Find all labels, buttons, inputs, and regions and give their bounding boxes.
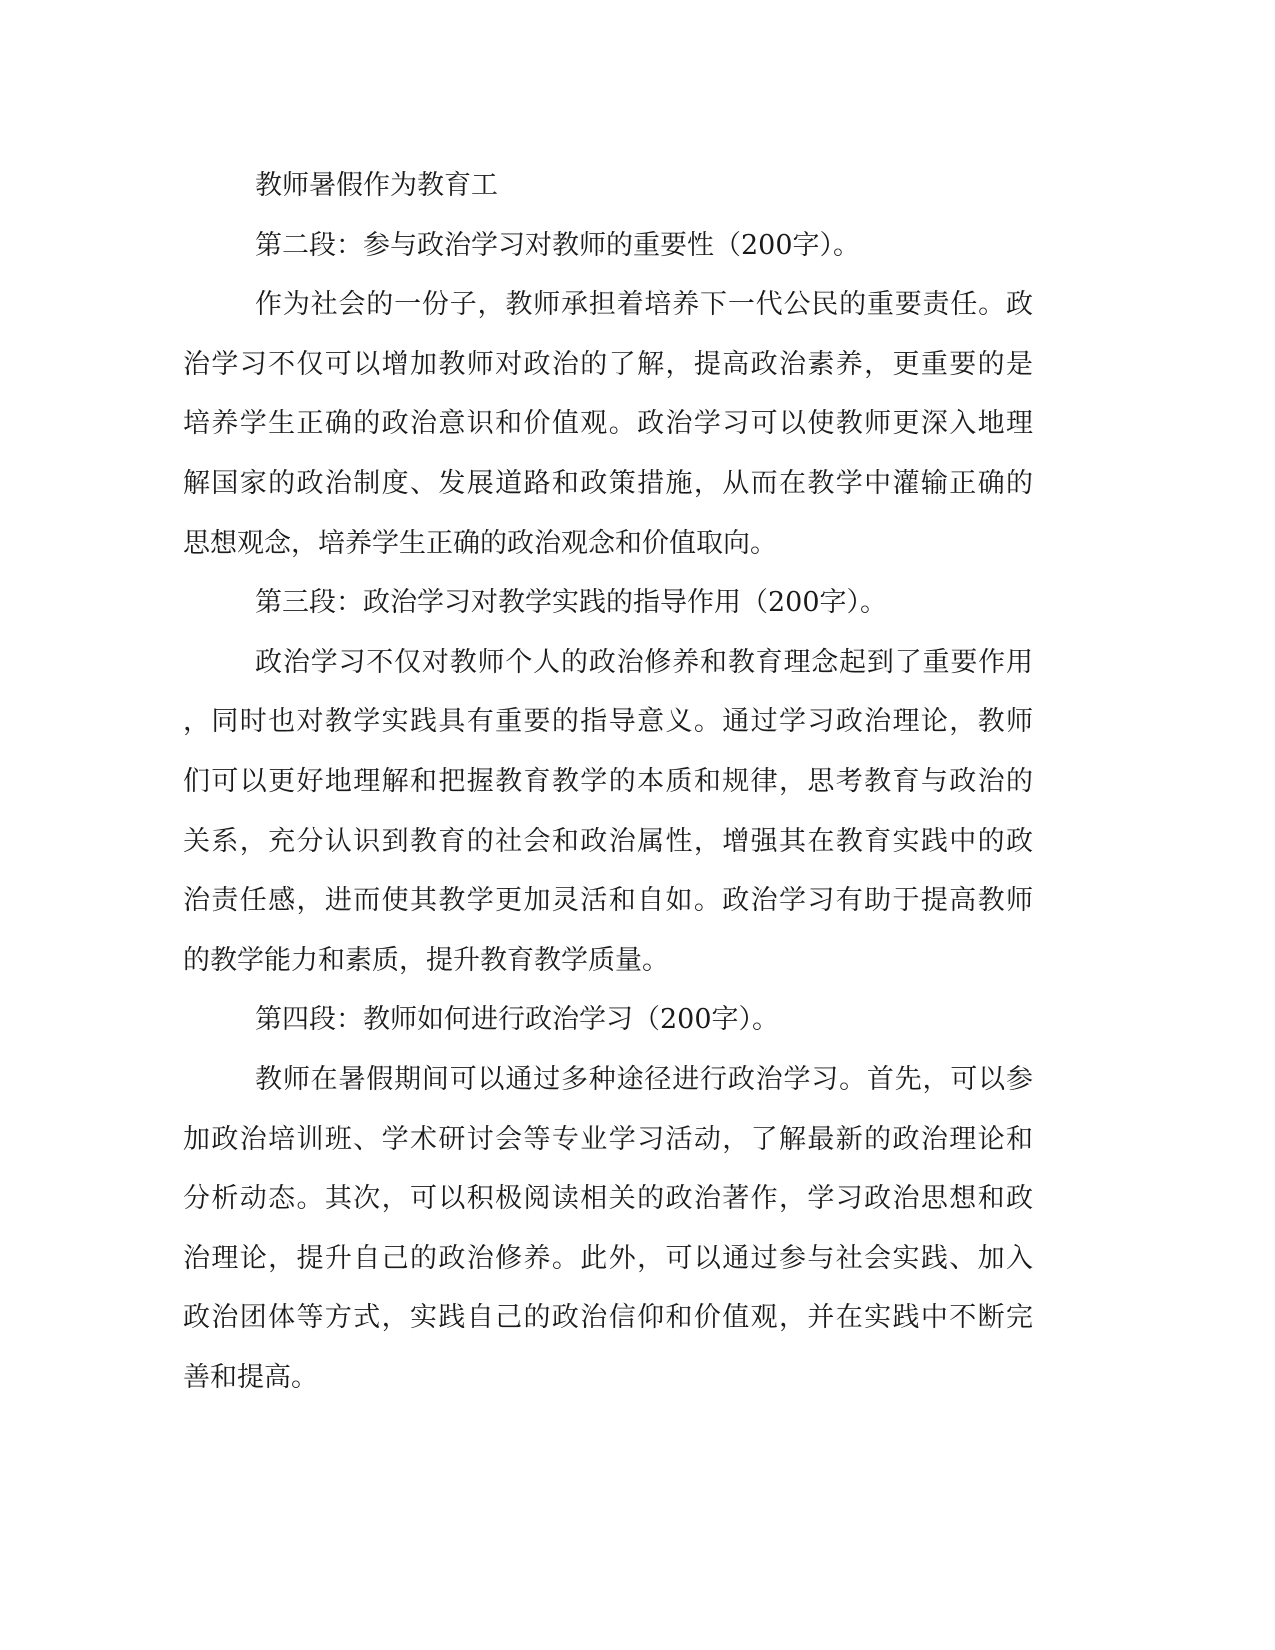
paragraph-line: 解国家的政治制度、发展道路和政策措施，从而在教学中灌输正确的: [183, 467, 1033, 499]
paragraph-line: 治学习不仅可以增加教师对政治的了解，提高政治素养，更重要的是: [183, 348, 1033, 380]
paragraph-line: 治责任感，进而使其教学更加灵活和自如。政治学习有助于提高教师: [183, 885, 1033, 917]
paragraph-line: 加政治培训班、学术研讨会等专业学习活动，了解最新的政治理论和: [183, 1123, 1033, 1155]
paragraph-line: 分析动态。其次，可以积极阅读相关的政治著作，学习政治思想和政: [183, 1183, 1033, 1215]
paragraph-line: ，同时也对教学实践具有重要的指导意义。通过学习政治理论，教师: [183, 706, 1033, 738]
paragraph-line: 们可以更好地理解和把握教育教学的本质和规律，思考教育与政治的: [183, 765, 1033, 797]
paragraph-line: 善和提高。: [183, 1361, 318, 1393]
paragraph-line: 治理论，提升自己的政治修养。此外，可以通过参与社会实践、加入: [183, 1242, 1033, 1274]
title-line: 教师暑假作为教育工: [255, 170, 498, 201]
paragraph-line: 培养学生正确的政治意识和价值观。政治学习可以使教师更深入地理: [183, 408, 1033, 440]
document-body: [183, 156, 1033, 1407]
paragraph-line: 思想观念，培养学生正确的政治观念和价值取向。: [183, 527, 777, 559]
section-heading: 第二段：参与政治学习对教师的重要性（200字）。: [255, 229, 861, 261]
paragraph-line: 的教学能力和素质，提升教育教学质量。: [183, 944, 669, 976]
paragraph-line: 作为社会的一份子，教师承担着培养下一代公民的重要责任。政: [255, 289, 1033, 321]
section-heading: 第三段：政治学习对教学实践的指导作用（200字）。: [255, 587, 888, 619]
paragraph-line: 关系，充分认识到教育的社会和政治属性，增强其在教育实践中的政: [183, 825, 1033, 857]
paragraph-line: 教师在暑假期间可以通过多种途径进行政治学习。首先，可以参: [255, 1063, 1033, 1095]
paragraph-line: 政治团体等方式，实践自己的政治信仰和价值观，并在实践中不断完: [183, 1302, 1033, 1334]
section-heading: 第四段：教师如何进行政治学习（200字）。: [255, 1004, 780, 1036]
paragraph-line: 政治学习不仅对教师个人的政治修养和教育理念起到了重要作用: [255, 646, 1033, 678]
